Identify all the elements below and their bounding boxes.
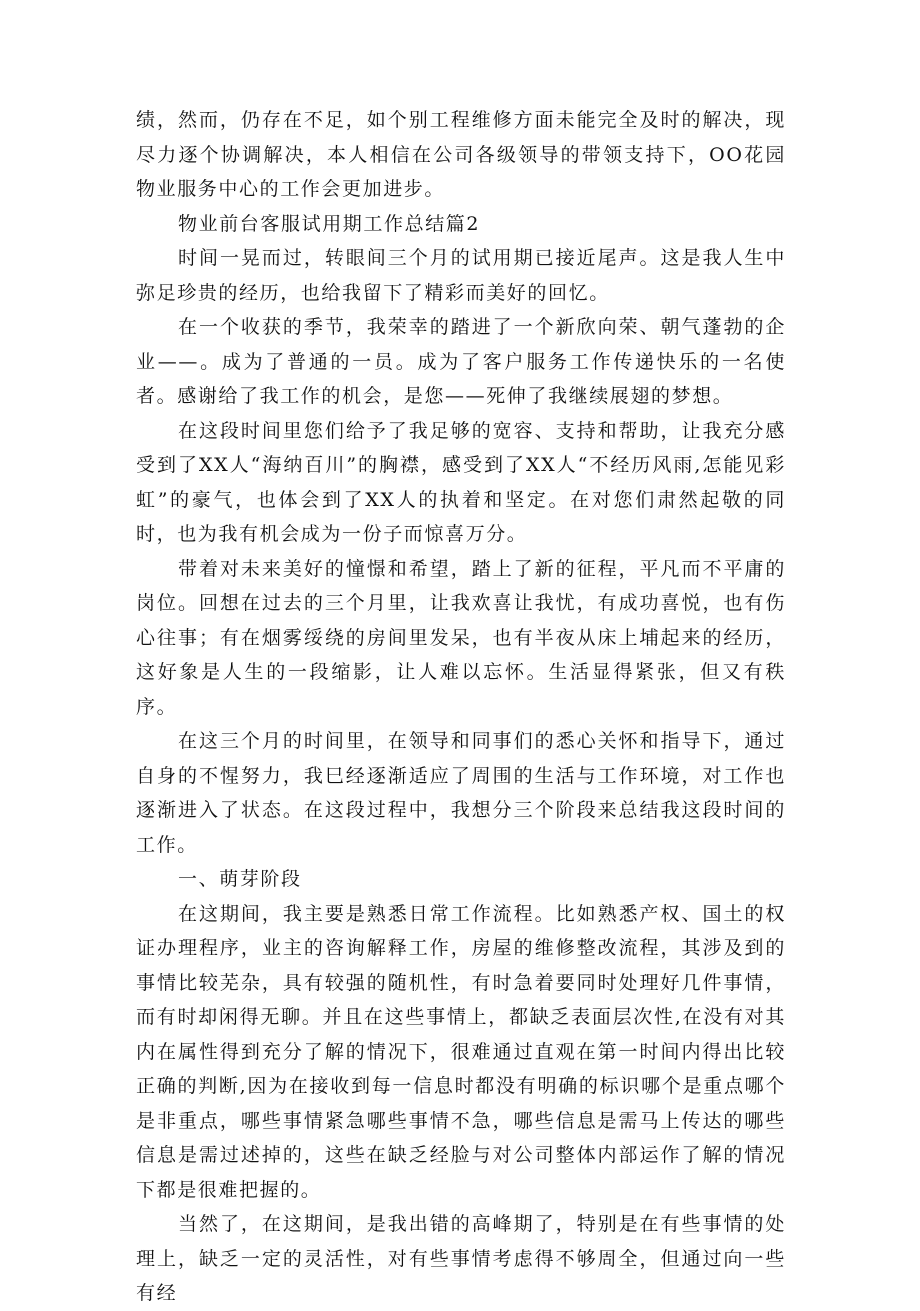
paragraph: 在这期间，我主要是熟悉日常工作流程。比如熟悉产权、国土的权证办理程序，业主的咨询解释工作，房屋的维修整改流程，其涉及到的事情比较芜杂，具有较强的随机性，有时急着要同时处理好几件事情，而有时却闲得无聊。并且在这些事情上，都缺乏表面层次性,在没有对其内在属性得到充分了解的情况下，很难通过直观在第一时间内得出比较正确的判断,因为在接收到每一信息时都没有明确的标识哪个是重点哪个是非重点，哪些事情紧急哪些事情不急，哪些信息是需马上传达的哪些信息是需过述掉的，这些在缺乏经脸与对公司整体内部运作了解的情况下都是很难把握的。 xyxy=(136,902,786,1201)
document-body xyxy=(136,103,786,1311)
paragraph: 当然了，在这期间，是我出错的高峰期了，特别是在有些事情的处理上，缺乏一定的灵活性，对有些事情考虑得不够周全，但通过向一些有经 xyxy=(136,1213,786,1304)
paragraph: 时间一晃而过，转眼间三个月的试用期已接近尾声。这是我人生中弥足珍贵的经历，也给我留下了精彩而美好的回忆。 xyxy=(136,247,786,304)
paragraph: 在这三个月的时间里，在领导和同事们的悉心关怀和指导下，通过自身的不惺努力，我巳经逐渐适应了周围的生活与工作环境，对工作也逐渐进入了状态。在这段过程中，我想分三个阶段来总结我这段时间的工作。 xyxy=(136,730,786,856)
paragraph: 在这段时间里您们给予了我足够的宽容、支持和帮助，让我充分感受到了XX人“海纳百川”的胸襟，感受到了XX人“不经历风雨,怎能见彩虹”的豪气，也体会到了XX人的执着和坚定。在对您们肃然起敬的同时，也为我有机会成为一份子而惊喜万分。 xyxy=(136,419,786,545)
paragraph: 在一个收获的季节，我荣幸的踏进了一个新欣向荣、朝气蓬勃的企业——。成为了普通的一员。成为了客户服务工作传递快乐的一名使者。感谢给了我工作的机会，是您——死伸了我继续展翅的梦想。 xyxy=(136,316,786,407)
paragraph-continuation: 绩，然而，仍存在不足，如个别工程维修方面未能完全及时的解决，现尽力逐个协调解决，本人相信在公司各级领导的带领支持下，OO花园物业服务中心的工作会更加进步。 xyxy=(136,109,786,200)
paragraph: 带着对未来美好的憧憬和希望，踏上了新的征程，平凡而不平庸的岗位。回想在过去的三个月里，让我欢喜让我忧，有成功喜悦，也有伤心往事；有在烟雾绥绕的房间里发呆，也有半夜从床上埔起来的经历，这好象是人生的一段缩影，让人难以忘怀。生活显得紧张，但又有秩序。 xyxy=(136,557,786,718)
subsection-heading: 一、萌芽阶段 xyxy=(178,868,302,890)
section-title: 物业前台客服试用期工作总结篇2 xyxy=(178,212,481,235)
